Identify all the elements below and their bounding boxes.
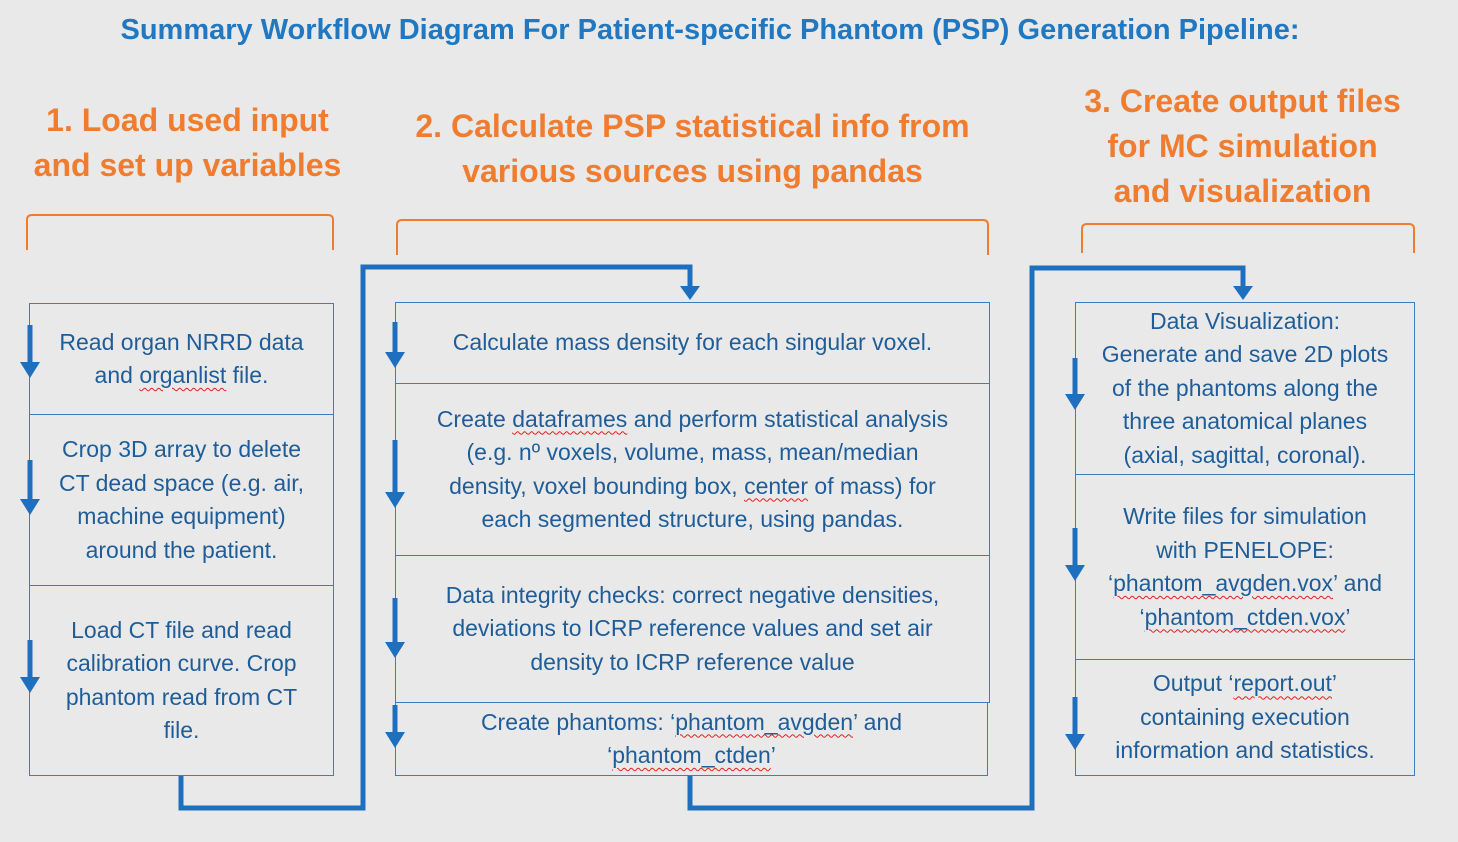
step-text [1108,500,1382,634]
spellcheck-flagged-word: report.out [1233,670,1332,697]
text-segment: Write files for simulation [1123,503,1367,529]
text-segment: Read organ NRRD data [59,328,304,355]
heading-line: 3. Create output files [1084,83,1401,119]
step-text-line [59,359,303,393]
step-text-line [59,326,303,360]
step-text [446,579,939,680]
text-segment: density to ICRP reference value [530,648,855,675]
step-text-line [66,614,297,648]
step-text-line [66,714,297,748]
step-text-line [437,470,948,504]
step-text-line [1102,338,1388,372]
step-text [481,706,902,773]
flow-arrowhead [680,286,700,300]
step-text-line [66,681,297,715]
text-segment: (e.g. nº voxels, volume, mass, mean/median [466,439,919,465]
step-text-line [59,500,304,534]
step-text-line [1108,500,1382,534]
text-segment: file. [226,362,269,388]
step-text-line [446,646,939,680]
text-segment: Crop 3D array to delete [61,436,302,462]
text-segment: machine equipment) [77,503,286,529]
text-segment: Output ‘ [1152,670,1234,697]
text-segment: Calculate mass density for each singular voxel. [452,329,933,356]
spellcheck-flagged-word: phantom_ctden.vox [1144,603,1346,630]
text-segment: ’ [1331,670,1338,697]
text-segment: Create [436,405,513,432]
step-load-ct-file [29,585,334,776]
text-segment: ‘ [1107,570,1114,596]
heading-line: 1. Load used input [46,102,329,138]
heading-line: 2. Calculate PSP statistical info from [415,108,970,144]
text-segment: ‘ [1139,603,1145,630]
text-segment: with PENELOPE: [1156,536,1334,563]
text-segment: ’ [770,742,776,768]
step-read-organ-data [29,303,334,415]
step-text-line [437,436,948,470]
heading-line: and visualization [1113,173,1372,209]
step-text-line [1102,439,1388,473]
spellcheck-flagged-word: center [744,472,809,499]
step-create-dataframes [395,383,990,556]
spellcheck-flagged-word: phantom_ctden [612,742,771,768]
step-calc-mass-density [395,302,990,384]
step-text [453,326,932,360]
step-text-line [59,534,304,568]
step-text-line [59,433,304,467]
step-text-line [1102,305,1388,339]
step-text [59,433,304,567]
step-text-line [1115,734,1375,768]
text-segment: CT dead space (e.g. air, [58,469,305,496]
page-title: Summary Workflow Diagram For Patient-specific Phantom (PSP) Generation Pipeline: [120,14,1300,46]
text-segment: ’ [1345,603,1351,630]
column-1-heading [10,98,365,188]
step-text-line [59,467,304,501]
column-3-heading [1060,79,1425,214]
column-2-heading [390,104,995,194]
heading-line: for MC simulation [1107,128,1378,164]
heading-line: various sources using pandas [462,153,923,189]
step-text [1102,305,1388,473]
text-segment: density, voxel bounding box, [449,472,745,499]
step-text-line [437,403,948,437]
step-text-line [446,612,939,646]
heading-line: and set up variables [33,147,342,183]
spellcheck-flagged-word: phantom_avgden [675,708,854,735]
text-segment: phantom read from CT [65,683,298,710]
text-segment: Data Visualization: [1149,307,1341,334]
step-text-line [481,739,902,773]
text-segment: deviations to ICRP reference values and set air [452,615,933,642]
step-text-line [1115,701,1375,735]
step-data-integrity-checks [395,555,990,703]
step-text [59,326,303,393]
flow-arrowhead [1233,286,1253,300]
step-text-line [1102,372,1388,406]
text-segment: file. [163,717,200,743]
step-write-penelope-files [1075,474,1415,660]
text-segment: information and statistics. [1115,737,1375,764]
step-text-line [1115,667,1375,701]
step-text-line [1108,534,1382,568]
text-segment: and [94,362,140,388]
text-segment: Data integrity checks: correct negative densities, [445,581,940,608]
text-segment: three anatomical planes [1122,408,1368,435]
text-segment: Load CT file and read [71,616,292,643]
column-2-brace [397,220,988,255]
step-create-phantoms [395,702,988,776]
step-text-line [437,503,948,537]
text-segment: calibration curve. Crop [66,650,297,676]
step-crop-3d-array [29,414,334,586]
step-text-line [453,326,932,360]
text-segment: Create phantoms: ‘ [480,708,676,735]
text-segment: each segmented structure, using pandas. [481,506,904,532]
column-1-brace [27,215,333,250]
spellcheck-flagged-word: dataframes [512,405,628,432]
text-segment: and perform statistical analysis [627,405,949,432]
step-text-line [66,647,297,681]
text-segment: ’ and [853,708,903,735]
text-segment: of mass) for [808,472,936,499]
step-output-report [1075,659,1415,776]
step-text-line [1108,601,1382,635]
spellcheck-flagged-word: phantom_avgden.vox [1113,570,1334,596]
text-segment: (axial, sagittal, coronal). [1123,441,1367,468]
step-text [66,614,297,748]
step-text-line [1108,567,1382,601]
step-text [437,403,948,537]
text-segment: ’ and [1333,570,1383,596]
step-text-line [1102,405,1388,439]
text-segment: of the phantoms along the [1112,374,1378,401]
step-text-line [446,579,939,613]
step-text-line [481,706,902,740]
text-segment: Generate and save 2D plots [1101,341,1389,368]
step-data-visualization [1075,302,1415,475]
step-text [1115,667,1375,768]
text-segment: ‘ [607,742,613,768]
spellcheck-flagged-word: organlist [139,362,227,388]
text-segment: around the patient. [85,536,278,563]
text-segment: containing execution [1140,703,1350,730]
column-3-brace [1082,224,1414,253]
